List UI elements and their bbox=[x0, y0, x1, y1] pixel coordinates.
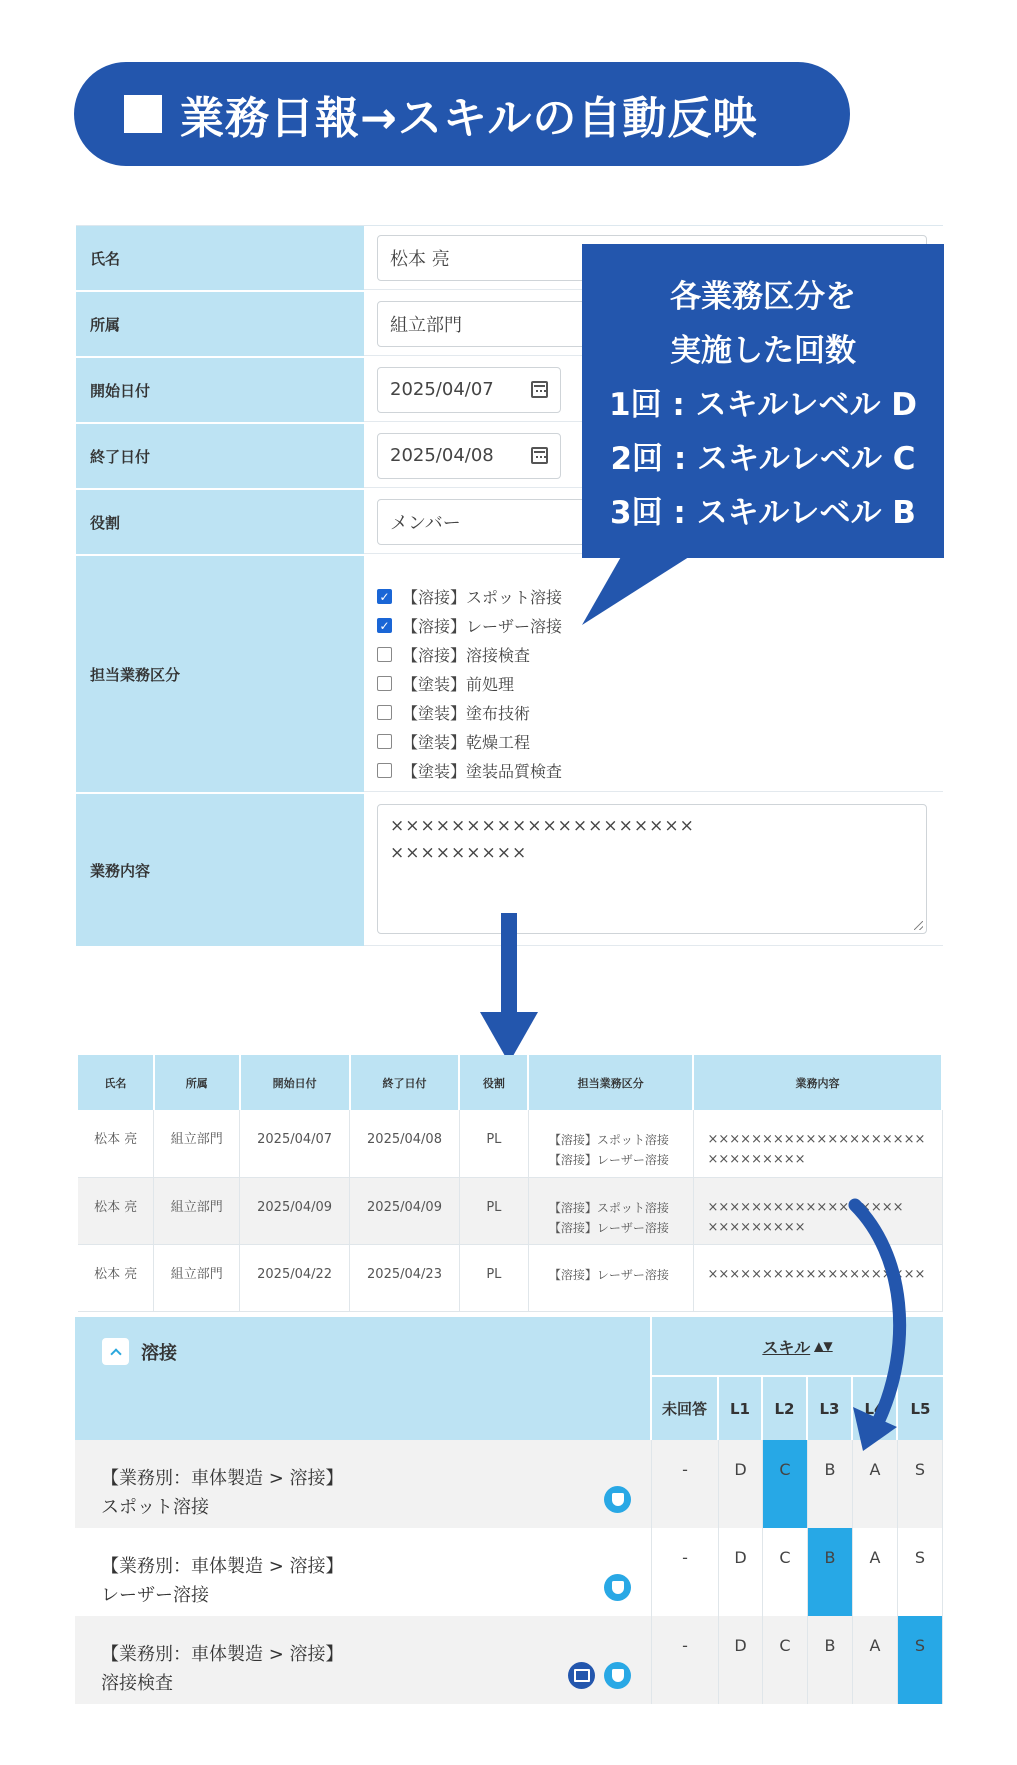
category-label: 溶接 bbox=[141, 1343, 177, 1364]
col-header-start: 開始日付 bbox=[240, 1055, 350, 1110]
calendar-icon[interactable] bbox=[531, 447, 548, 464]
name-label: 氏名 bbox=[76, 226, 364, 290]
table-header-row bbox=[78, 1055, 942, 1110]
role-select[interactable]: メンバー bbox=[377, 499, 927, 545]
checkbox[interactable] bbox=[377, 676, 392, 691]
skill-row bbox=[75, 1440, 943, 1528]
tasks-label: 担当業務区分 bbox=[76, 556, 364, 792]
curved-arrow-icon bbox=[835, 1195, 915, 1455]
page-title: 業務日報→スキルの自動反映 bbox=[180, 93, 758, 144]
table-row[interactable]: 松本 亮 組立部門 2025/04/22 2025/04/23 PL 【溶接】レーザー溶接 ×××××××××××××××××××× bbox=[78, 1244, 942, 1311]
level-cell[interactable]: B bbox=[808, 1440, 853, 1528]
calendar-icon[interactable] bbox=[531, 381, 548, 398]
task-checkbox-item[interactable]: ✓ 【溶接】レーザー溶接 bbox=[377, 611, 562, 640]
level-header: L3 bbox=[808, 1377, 853, 1440]
level-header: 未回答 bbox=[652, 1377, 719, 1440]
name-input[interactable]: 松本 亮 bbox=[377, 235, 927, 281]
start-date-input[interactable]: 2025/04/07 bbox=[377, 367, 561, 413]
form-row-tasks bbox=[76, 556, 943, 794]
chevron-up-icon bbox=[110, 1348, 121, 1359]
level-cell[interactable]: - bbox=[652, 1616, 719, 1704]
level-cell[interactable]: A bbox=[853, 1528, 898, 1616]
task-checkbox-item[interactable]: 【塗装】前処理 bbox=[377, 669, 562, 698]
level-header: L2 bbox=[763, 1377, 808, 1440]
skill-path: 【業務別：車体製造 > 溶接】 bbox=[101, 1468, 344, 1489]
resize-handle-icon[interactable] bbox=[914, 921, 923, 930]
report-records-table bbox=[78, 1055, 943, 1312]
rule-callout: 各業務区分を 実施した回数 1回 : スキルレベル D 2回 : スキルレベル C 3回 : スキルレベル B bbox=[582, 244, 944, 558]
skills-header bbox=[75, 1317, 943, 1440]
dept-select[interactable]: 組立部門 bbox=[377, 301, 927, 347]
end-date-label: 終了日付 bbox=[76, 424, 364, 488]
col-header-tasks: 担当業務区分 bbox=[528, 1055, 693, 1110]
skill-row bbox=[75, 1616, 943, 1704]
level-cell[interactable]: - bbox=[652, 1440, 719, 1528]
collapse-button[interactable] bbox=[102, 1338, 129, 1365]
shield-icon[interactable] bbox=[604, 1662, 631, 1689]
col-header-name: 氏名 bbox=[78, 1055, 154, 1110]
callout-tail-icon bbox=[582, 555, 692, 625]
level-cell[interactable]: S bbox=[898, 1440, 943, 1528]
level-cell-selected[interactable]: S bbox=[898, 1616, 943, 1704]
start-date-label: 開始日付 bbox=[76, 358, 364, 422]
checkbox[interactable] bbox=[377, 734, 392, 749]
skill-name: 溶接検査 bbox=[101, 1673, 173, 1694]
level-cell[interactable]: B bbox=[808, 1616, 853, 1704]
level-cell[interactable]: S bbox=[898, 1528, 943, 1616]
level-cell[interactable]: D bbox=[719, 1528, 763, 1616]
level-cell[interactable]: - bbox=[652, 1528, 719, 1616]
col-header-end: 終了日付 bbox=[350, 1055, 460, 1110]
skill-row bbox=[75, 1528, 943, 1616]
shield-icon[interactable] bbox=[604, 1486, 631, 1513]
level-cell[interactable]: C bbox=[763, 1616, 808, 1704]
content-label: 業務内容 bbox=[76, 794, 364, 946]
checkbox[interactable] bbox=[377, 647, 392, 662]
checkbox[interactable] bbox=[377, 589, 392, 604]
shield-icon[interactable] bbox=[604, 1574, 631, 1601]
skill-name: スポット溶接 bbox=[101, 1497, 209, 1518]
col-header-dept: 所属 bbox=[154, 1055, 240, 1110]
down-arrow-icon bbox=[480, 913, 538, 1063]
dept-label: 所属 bbox=[76, 292, 364, 356]
checkbox[interactable] bbox=[377, 763, 392, 778]
task-checkbox-item[interactable]: ✓ 【溶接】スポット溶接 bbox=[377, 582, 562, 611]
skill-path: 【業務別：車体製造 > 溶接】 bbox=[101, 1644, 344, 1665]
table-row[interactable]: 松本 亮 組立部門 2025/04/09 2025/04/09 PL 【溶接】スポット溶接 【溶接】レーザー溶接 ×××××××××××××××××× ××××××××× bbox=[78, 1177, 942, 1244]
col-header-content: 業務内容 bbox=[693, 1055, 942, 1110]
skills-table bbox=[75, 1317, 943, 1704]
level-header: L1 bbox=[719, 1377, 763, 1440]
table-row[interactable]: 松本 亮 組立部門 2025/04/07 2025/04/08 PL 【溶接】スポット溶接 【溶接】レーザー溶接 ×××××××××××××××××××× ××××××××× bbox=[78, 1110, 942, 1177]
level-cell[interactable]: C bbox=[763, 1528, 808, 1616]
level-cell[interactable]: A bbox=[853, 1440, 898, 1528]
role-label: 役割 bbox=[76, 490, 364, 554]
task-checkbox-item[interactable]: 【溶接】溶接検査 bbox=[377, 640, 562, 669]
task-checkbox-item[interactable]: 【塗装】乾燥工程 bbox=[377, 727, 562, 756]
level-cell[interactable]: D bbox=[719, 1440, 763, 1528]
monitor-icon[interactable] bbox=[568, 1662, 595, 1689]
col-header-role: 役割 bbox=[459, 1055, 528, 1110]
task-checkbox-item[interactable]: 【塗装】塗装品質検査 bbox=[377, 756, 562, 785]
level-cell[interactable]: A bbox=[853, 1616, 898, 1704]
skill-name: レーザー溶接 bbox=[101, 1585, 209, 1606]
content-textarea[interactable]: ×××××××××××××××××××× ××××××××× bbox=[377, 804, 927, 934]
square-bullet-icon bbox=[124, 95, 162, 133]
skill-sort-header[interactable]: スキル ▲▼ bbox=[652, 1317, 943, 1377]
level-header: L4 bbox=[853, 1377, 898, 1440]
checkbox[interactable] bbox=[377, 705, 392, 720]
level-cell-selected[interactable]: C bbox=[763, 1440, 808, 1528]
skill-path: 【業務別：車体製造 > 溶接】 bbox=[101, 1556, 344, 1577]
level-cell[interactable]: D bbox=[719, 1616, 763, 1704]
end-date-input[interactable]: 2025/04/08 bbox=[377, 433, 561, 479]
level-header: L5 bbox=[910, 1399, 931, 1418]
checkbox[interactable] bbox=[377, 618, 392, 633]
page-title-banner bbox=[74, 62, 850, 166]
sort-icon: ▲▼ bbox=[814, 1339, 833, 1353]
level-cell-selected[interactable]: B bbox=[808, 1528, 853, 1616]
task-checklist bbox=[377, 566, 562, 793]
task-checkbox-item[interactable]: 【塗装】塗布技術 bbox=[377, 698, 562, 727]
